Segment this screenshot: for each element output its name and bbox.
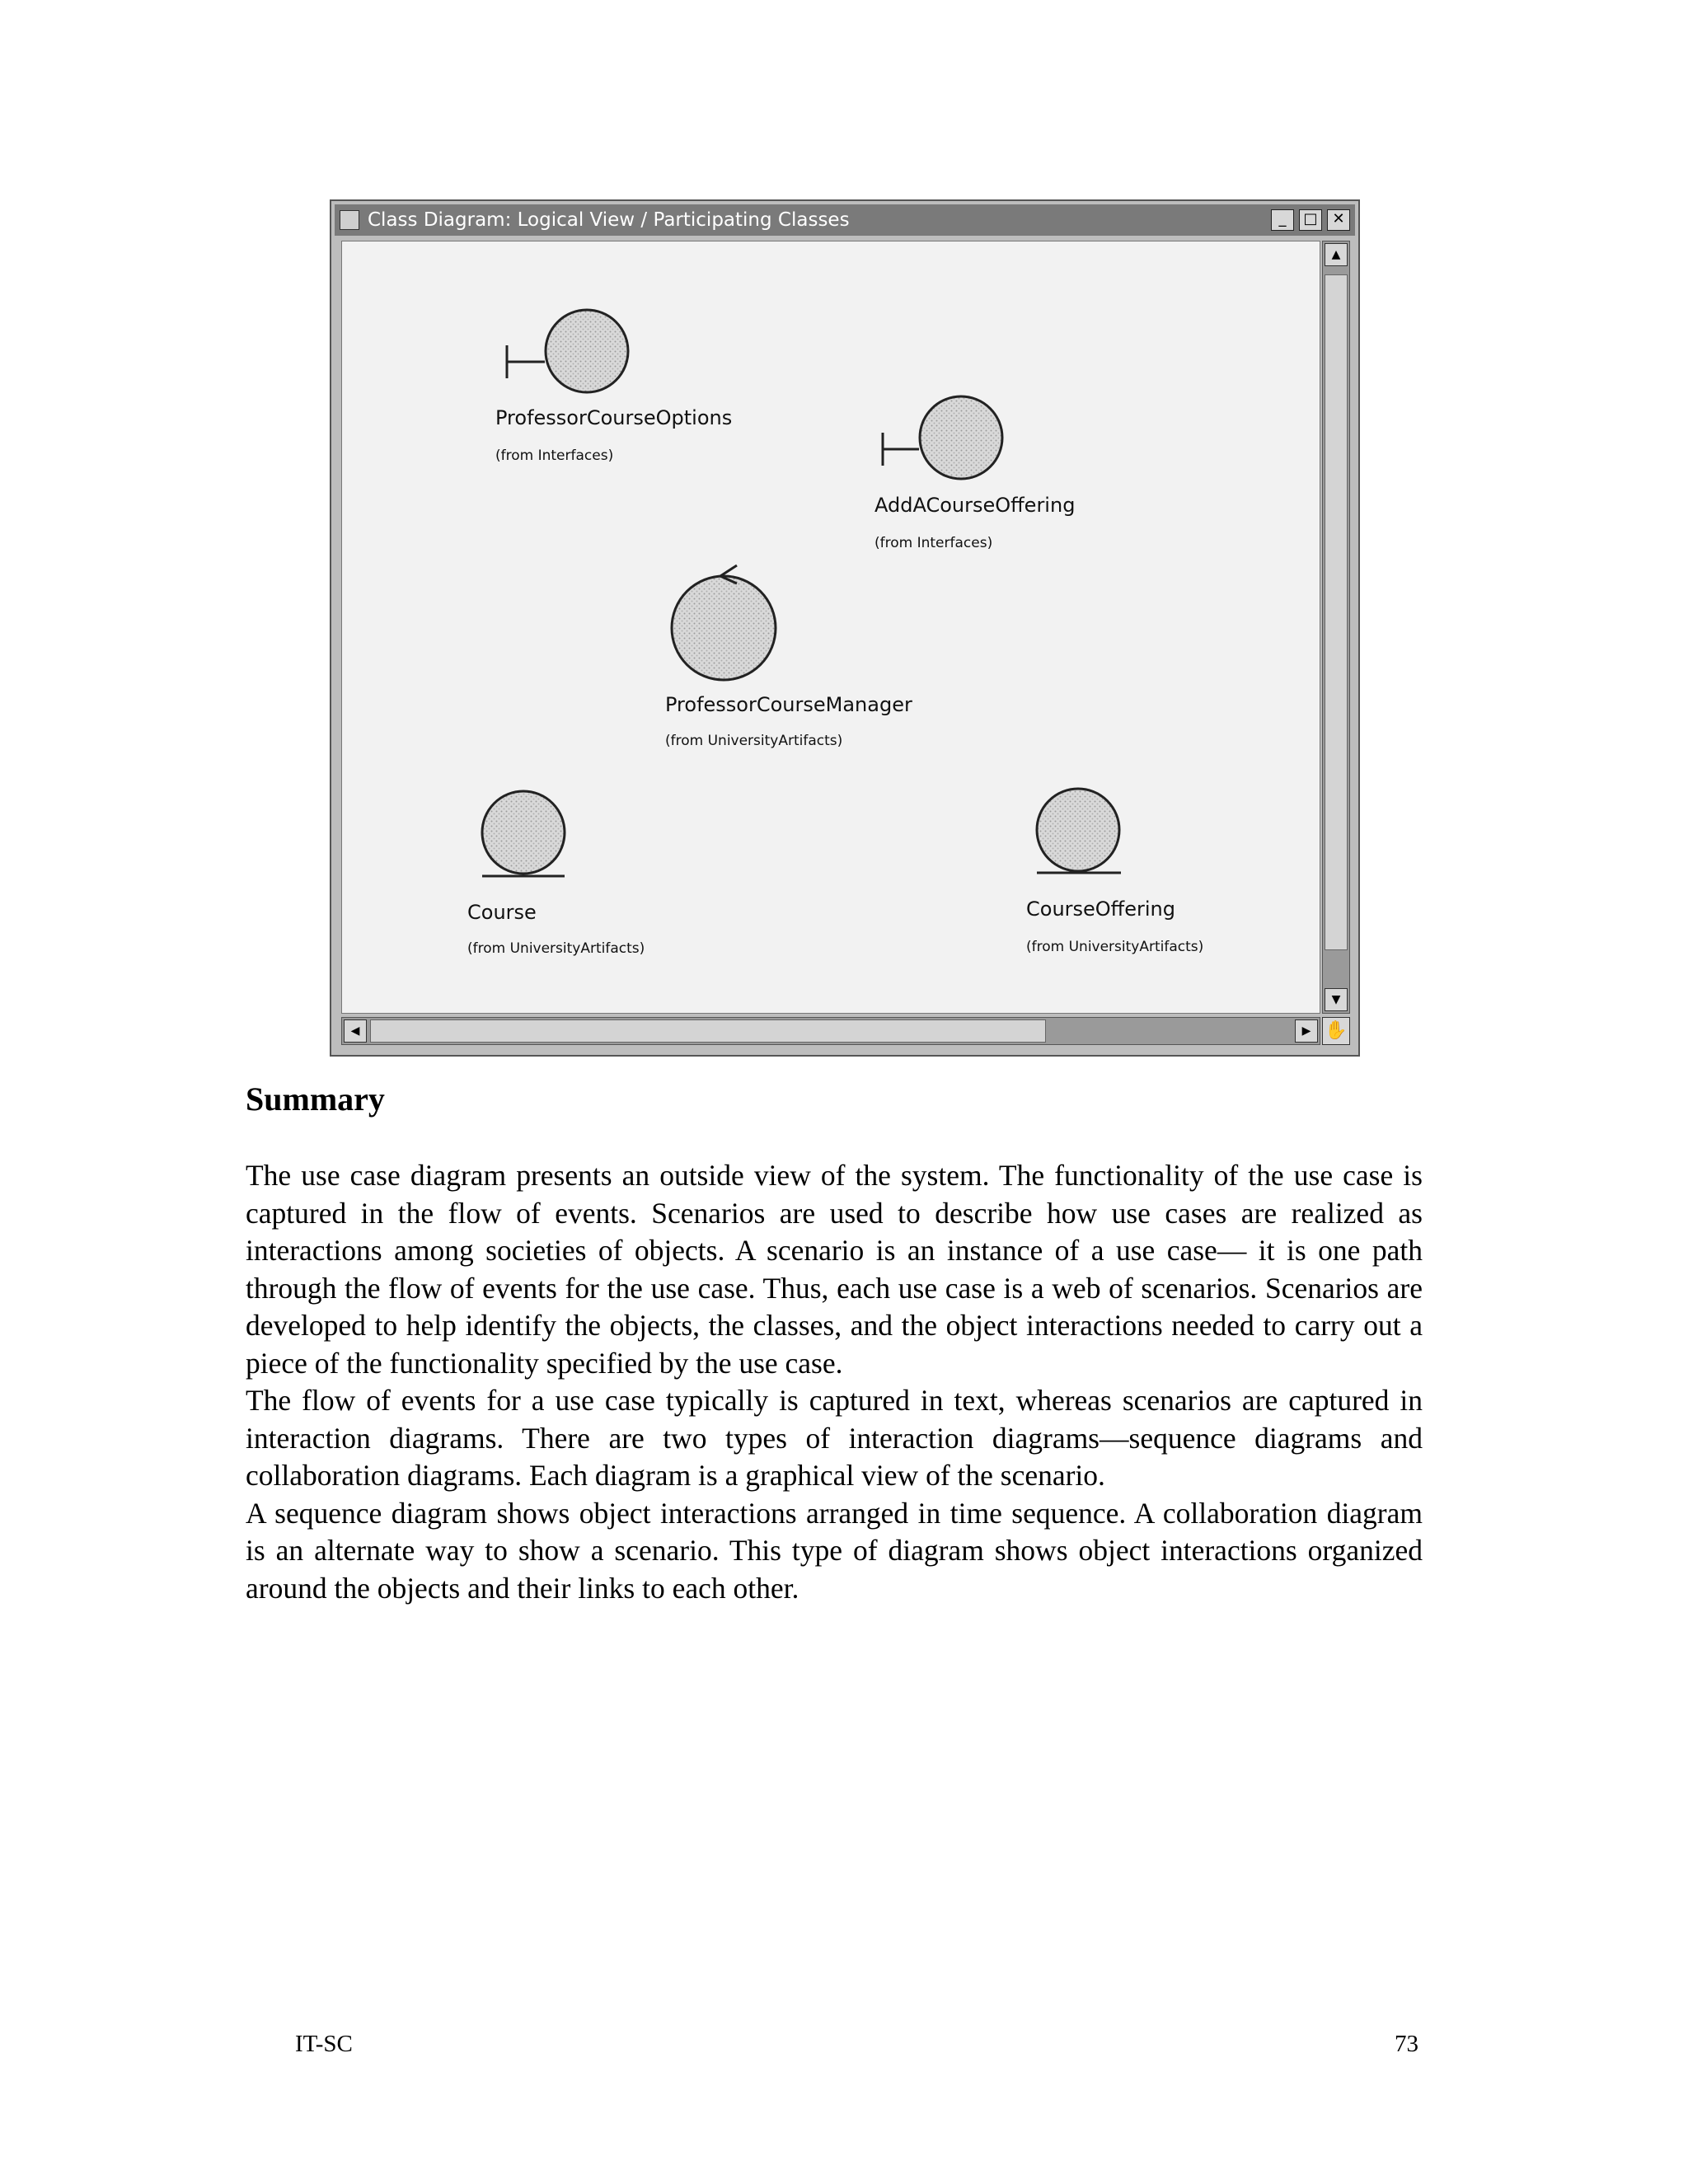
close-button[interactable]: ✕: [1327, 209, 1350, 231]
section-heading: Summary: [246, 1080, 385, 1118]
professor-course-manager-control-icon[interactable]: [672, 565, 776, 680]
paragraph: The flow of events for a use case typically is captured in text, whereas scenarios are captured in interaction diagrams. There are two types of interaction diagrams—sequence diagrams and collaboration diagrams. Each diagram is a graphical view of the scenario.: [246, 1384, 1423, 1492]
paragraph: A sequence diagram shows object interactions arranged in time sequence. A collaboration diagram is an alternate way to show a scenario. This type of diagram shows object interactions organized around the objects and their links to each other.: [246, 1496, 1423, 1605]
class-name-professor-course-manager[interactable]: ProfessorCourseManager: [665, 693, 912, 716]
class-name-course[interactable]: Course: [467, 901, 537, 924]
professor-course-options-boundary-icon[interactable]: [507, 310, 628, 392]
class-origin-add-a-course-offering: (from Interfaces): [874, 535, 993, 551]
class-name-professor-course-options[interactable]: ProfessorCourseOptions: [495, 406, 733, 429]
diagram-canvas[interactable]: [341, 241, 1320, 1014]
add-a-course-offering-boundary-icon[interactable]: [883, 396, 1002, 479]
class-origin-professor-course-options: (from Interfaces): [495, 448, 614, 464]
scroll-down-icon[interactable]: ▼: [1325, 988, 1348, 1011]
window-title: Class Diagram: Logical View / Participating Classes: [368, 209, 850, 231]
class-origin-course-offering: (from UniversityArtifacts): [1026, 939, 1204, 955]
class-diagram-window: [330, 199, 1360, 1057]
footer-left: IT-SC: [295, 2031, 353, 2057]
class-name-add-a-course-offering[interactable]: AddACourseOffering: [874, 494, 1076, 517]
vertical-scrollbar[interactable]: [1322, 241, 1350, 1014]
window-titlebar[interactable]: [335, 204, 1355, 236]
page-number: 73: [1395, 2031, 1418, 2057]
maximize-button[interactable]: □: [1299, 209, 1322, 231]
vertical-scroll-thumb[interactable]: [1325, 274, 1348, 950]
horizontal-scroll-thumb[interactable]: [370, 1019, 1046, 1043]
course-offering-entity-icon[interactable]: [1037, 789, 1121, 873]
app-icon[interactable]: [340, 210, 359, 230]
summary-body: [246, 1157, 1423, 1607]
minimize-button[interactable]: _: [1271, 209, 1294, 231]
paragraph: The use case diagram presents an outside view of the system. The functionality of the use case is captured in the flow of events. Scenarios are used to describe how use cases are realized as interactions among societies of objects. A scenario is an instance of a use case— it is one path through the flow of events for the use case. Thus, each use case is a web of scenarios. Scenarios are developed to help identify the objects, the classes, and the object interactions needed to carry out a piece of the functionality specified by the use case.: [246, 1159, 1423, 1380]
course-entity-icon[interactable]: [482, 791, 565, 876]
scroll-up-icon[interactable]: ▲: [1325, 243, 1348, 266]
scroll-left-icon[interactable]: ◀: [344, 1019, 367, 1043]
scroll-right-icon[interactable]: ▶: [1295, 1019, 1318, 1043]
horizontal-scrollbar[interactable]: [341, 1017, 1320, 1045]
class-origin-course: (from UniversityArtifacts): [467, 940, 645, 957]
class-origin-professor-course-manager: (from UniversityArtifacts): [665, 733, 843, 749]
resize-grip-icon[interactable]: ✋: [1322, 1017, 1350, 1045]
class-name-course-offering[interactable]: CourseOffering: [1026, 898, 1175, 921]
